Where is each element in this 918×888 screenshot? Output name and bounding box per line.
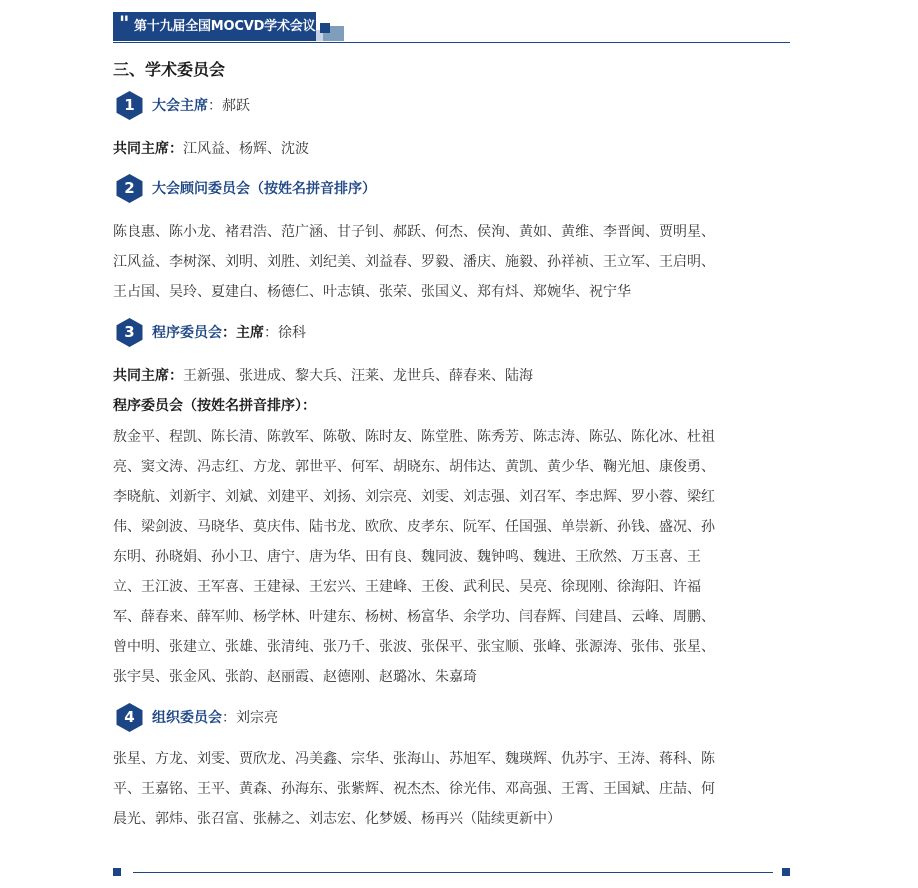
separator: ：	[208, 98, 222, 114]
text-line: 伟、梁剑波、马晓华、莫庆伟、陆书龙、欧欣、皮孝东、阮军、任国强、单崇新、孙钱、盛况、孙	[113, 519, 715, 535]
organizing-members	[113, 744, 790, 834]
program-sub-label: 程序委员会（按姓名拼音排序）：	[113, 398, 316, 414]
separator: ：	[222, 710, 236, 726]
item-value: 刘宗亮	[236, 710, 278, 726]
separator: ：	[264, 325, 278, 341]
co-chairs-program	[113, 366, 533, 386]
item-program-committee	[113, 318, 790, 350]
text-line: 立、王江波、王军喜、王建禄、王宏兴、王建峰、王俊、武利民、吴亮、徐现刚、徐海阳、许福	[113, 579, 701, 595]
number-label: 2	[124, 179, 135, 197]
program-members	[113, 422, 790, 692]
number-badge-2	[115, 174, 144, 203]
text-line: 军、薛春来、薛军帅、杨学林、叶建东、杨树、杨富华、余学功、闫春辉、闫建昌、云峰、周鹏、	[113, 609, 715, 625]
item-label: 组织委员会	[152, 710, 222, 726]
text-line: 亮、窦文涛、冯志红、方龙、郭世平、何军、胡晓东、胡伟达、黄凯、黄少华、鞠光旭、康俊勇、	[113, 459, 715, 475]
text-line: 江风益、李树深、刘明、刘胜、刘纪美、刘益春、罗毅、潘庆、施毅、孙祥祯、王立军、王启明、	[113, 254, 715, 270]
header-divider	[113, 42, 790, 43]
footer-square-left	[113, 868, 121, 876]
co-chairs-names: 江风益、杨辉、沈波	[183, 141, 309, 157]
co-chairs-label: 共同主席	[113, 141, 169, 157]
text-line: 东明、孙晓娟、孙小卫、唐宁、唐为华、田有良、魏同波、魏钟鸣、魏进、王欣然、万玉喜、王	[113, 549, 701, 565]
text-line: 平、王嘉铭、王平、黄森、孙海东、张紫辉、祝杰杰、徐光伟、邓高强、王霄、王国斌、庄喆、何	[113, 781, 715, 797]
advisory-members	[113, 217, 790, 307]
text-line: 张宇昊、张金风、张韵、赵丽霞、赵德刚、赵璐冰、朱嘉琦	[113, 669, 477, 685]
text-line: 敖金平、程凯、陈长清、陈敦军、陈敬、陈时友、陈堂胜、陈秀芳、陈志涛、陈弘、陈化冰、杜祖	[113, 429, 715, 445]
footer-divider	[133, 872, 773, 873]
item-advisory-committee	[113, 174, 790, 206]
co-chairs-general	[113, 139, 309, 159]
separator: ：	[222, 325, 236, 341]
text-line: 张星、方龙、刘雯、贾欣龙、冯美鑫、宗华、张海山、苏旭军、魏瑛辉、仇苏宇、王涛、蒋科、陈	[113, 751, 715, 767]
item-value: 郝跃	[222, 98, 250, 114]
item-organizing-committee	[113, 703, 790, 735]
number-badge-3	[115, 318, 144, 347]
item-heading	[152, 96, 250, 116]
number-label: 4	[124, 708, 135, 726]
text-line: 晨光、郭炜、张召富、张赫之、刘志宏、化梦媛、杨再兴（陆续更新中）	[113, 811, 561, 827]
program-subheading	[113, 396, 316, 416]
text-line: 陈良惠、陈小龙、褚君浩、范广涵、甘子钊、郝跃、何杰、侯洵、黄如、黄维、李晋闽、贾明星、	[113, 224, 715, 240]
item-label: 大会顾问委员会（按姓名拼音排序）	[152, 181, 376, 197]
item-heading	[152, 708, 278, 728]
text-line: 李晓航、刘新宇、刘斌、刘建平、刘扬、刘宗亮、刘雯、刘志强、刘召军、李忠辉、罗小蓉、梁红	[113, 489, 715, 505]
co-chairs-names: 王新强、张进成、黎大兵、汪莱、龙世兵、薛春来、陆海	[183, 368, 533, 384]
text-line: 曾中明、张建立、张雄、张清纯、张乃千、张波、张保平、张宝顺、张峰、张源涛、张伟、张星、	[113, 639, 715, 655]
item-label: 大会主席	[152, 98, 208, 114]
quote-mark-icon: "	[119, 11, 130, 35]
item-heading	[152, 179, 376, 199]
number-badge-1	[115, 91, 144, 120]
item-label: 程序委员会	[152, 325, 222, 341]
conference-title: 第十九届全国MOCVD学术会议	[134, 19, 316, 34]
footer-square-right	[782, 868, 790, 876]
item-heading	[152, 323, 306, 343]
number-label: 1	[124, 96, 135, 114]
section-title: 三、学术委员会	[113, 60, 226, 79]
number-label: 3	[124, 323, 135, 341]
conference-title-tag	[113, 12, 316, 41]
item-value: 徐科	[278, 325, 306, 341]
co-chairs-label: 共同主席	[113, 368, 169, 384]
number-badge-4	[115, 703, 144, 732]
separator: ：	[169, 141, 183, 157]
item-general-chair	[113, 91, 790, 123]
text-line: 王占国、吴玲、夏建白、杨德仁、叶志镇、张荣、张国义、郑有炓、郑婉华、祝宁华	[113, 284, 631, 300]
item-label-2: 主席	[236, 325, 264, 341]
decor-square-dark	[320, 23, 330, 33]
separator: ：	[169, 368, 183, 384]
article-header	[113, 12, 790, 44]
